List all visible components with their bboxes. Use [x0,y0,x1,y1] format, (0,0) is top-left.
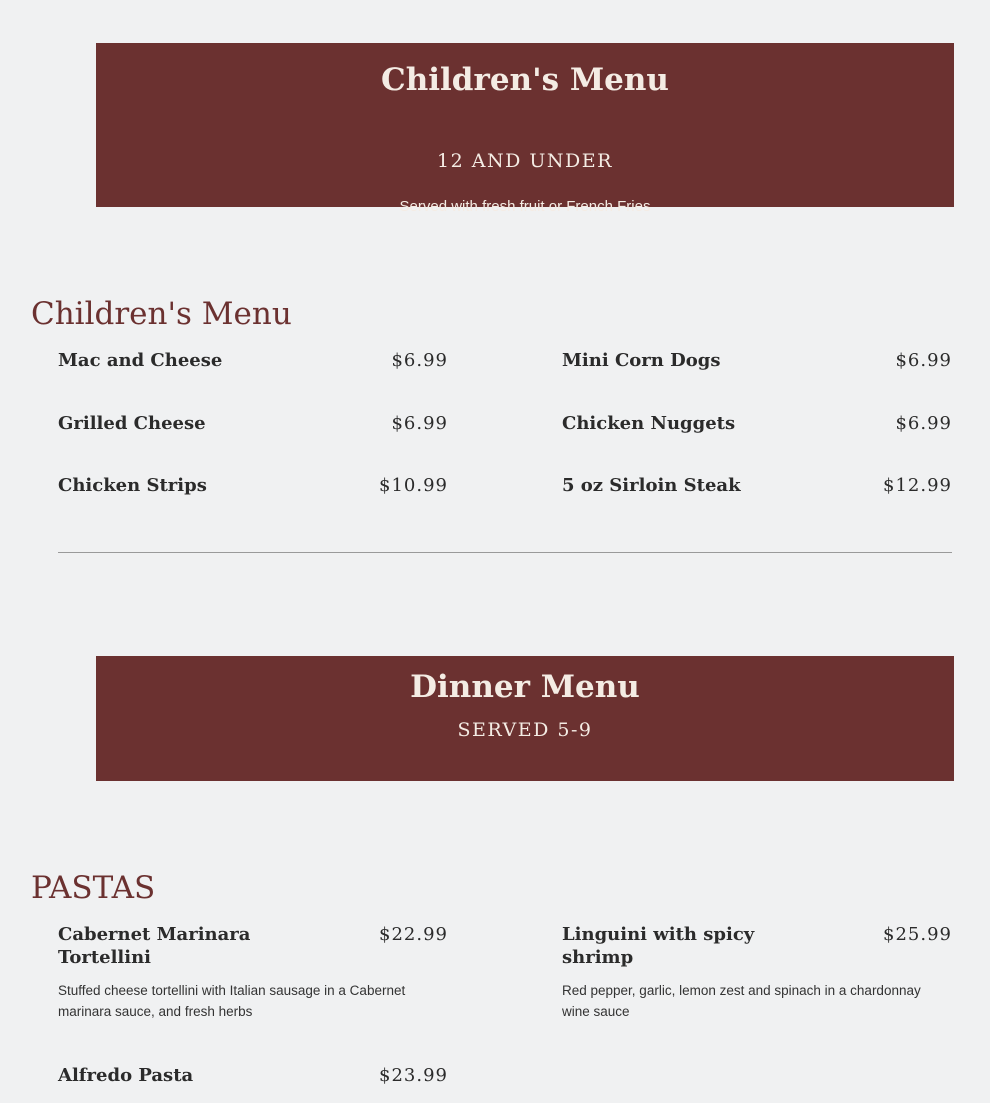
item-name: Alfredo Pasta [58,1065,194,1086]
childrens-menu-heading: Children's Menu [31,296,292,332]
item-name: Mac and Cheese [58,350,223,371]
item-description: Red pepper, garlic, lemon zest and spinach in a chardonnay wine sauce [562,983,921,1019]
item-name: 5 oz Sirloin Steak [562,475,741,496]
banner-title: Dinner Menu [410,669,640,705]
item-name: Chicken Nuggets [562,413,736,434]
banner-subtitle: 12 AND UNDER [437,150,613,172]
item-description: Stuffed cheese tortellini with Italian sausage in a Cabernet marinara sauce, and fresh herbs [58,983,406,1019]
item-price: $25.99 [883,924,952,945]
item-price: $6.99 [391,350,448,371]
banner-title: Children's Menu [381,62,669,98]
item-name: Mini Corn Dogs [562,350,721,371]
menu-item [562,923,952,1023]
item-price: $12.99 [883,475,952,496]
item-name: Linguini with spicy shrimp [562,924,755,968]
banner-note: Served with fresh fruit or French Fries [399,198,651,215]
item-price: $22.99 [379,924,448,945]
item-price: $6.99 [391,413,448,434]
item-name: Chicken Strips [58,475,207,496]
item-price: $23.99 [379,1065,448,1086]
menu-item [58,923,448,1023]
item-price: $6.99 [895,350,952,371]
item-name: Grilled Cheese [58,413,206,434]
item-price: $6.99 [895,413,952,434]
dinner-menu-banner [96,656,954,781]
childrens-menu-banner [96,43,954,215]
item-name: Cabernet Marinara Tortellini [58,924,251,968]
pastas-heading: PASTAS [31,870,156,906]
banner-subtitle: SERVED 5-9 [457,719,593,741]
section-divider [58,552,952,553]
item-price: $10.99 [379,475,448,496]
